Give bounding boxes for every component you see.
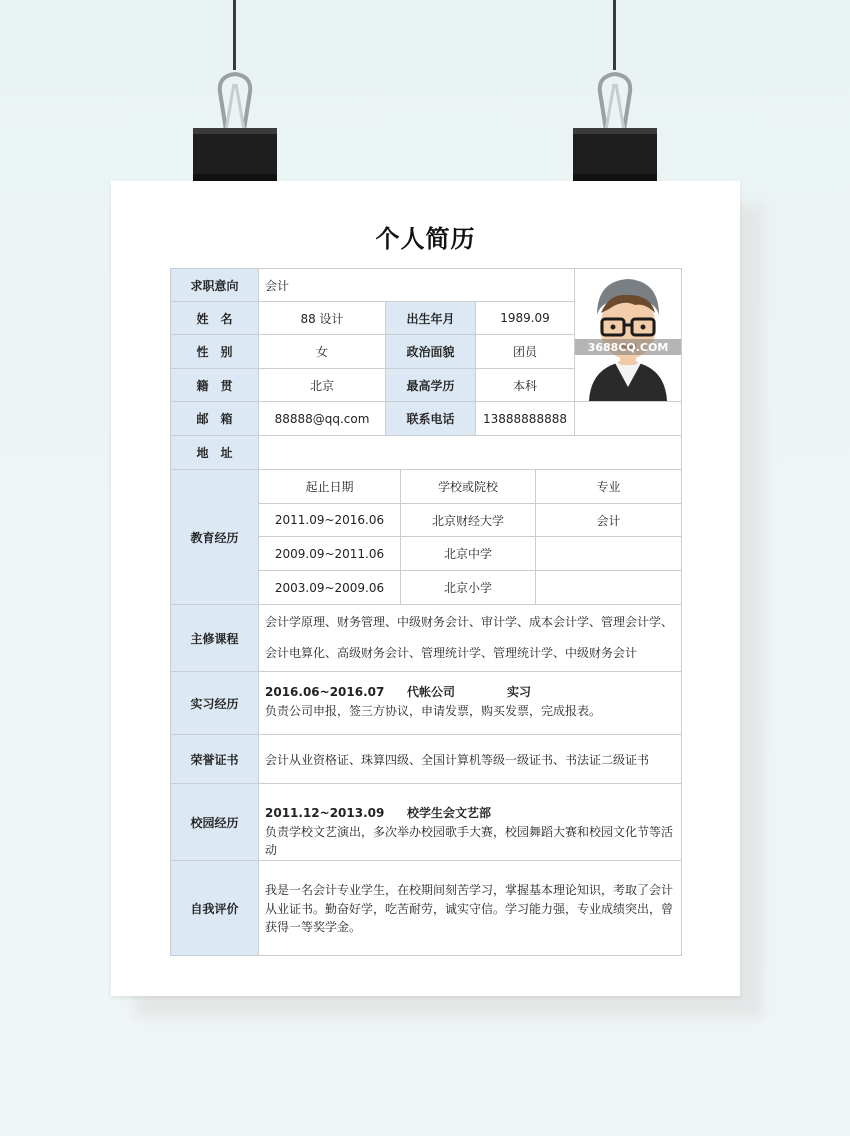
- label-phone: 联系电话: [385, 401, 476, 436]
- label-degree: 最高学历: [385, 368, 476, 402]
- campus-desc: 负责学校文艺演出，多次举办校园歌手大赛，校园舞蹈大赛和校园文化节等活动: [265, 824, 674, 858]
- edu-row-2-period: 2009.09~2011.06: [258, 536, 401, 571]
- photo-watermark: 3688CQ.COM: [587, 341, 669, 354]
- edu-header-period: 起止日期: [258, 469, 401, 504]
- edu-row-2-major: [535, 536, 682, 571]
- campus-header: [265, 804, 675, 823]
- value-address: [258, 435, 682, 470]
- label-name: 姓 名: [170, 301, 259, 335]
- value-email: 88888@qq.com: [258, 401, 386, 436]
- label-politics: 政治面貌: [385, 334, 476, 369]
- internship-company: 代帐公司: [407, 685, 456, 699]
- label-courses: 主修课程: [170, 604, 259, 672]
- resume-title: 个人简历: [375, 225, 476, 253]
- internship-header: [265, 683, 675, 702]
- binder-clip-left-icon: [190, 62, 280, 187]
- edu-row-1-major: 会计: [535, 503, 682, 537]
- blank-cell: [574, 401, 682, 436]
- value-honors: 会计从业资格证、珠算四级、全国计算机等级一级证书、书法证二级证书: [258, 734, 682, 784]
- edu-row-3-school: 北京小学: [400, 570, 536, 605]
- resume-sheet: [111, 181, 740, 996]
- binder-clip-right-icon: [570, 62, 660, 187]
- label-self-eval: 自我评价: [170, 860, 259, 956]
- hanging-wire-right: [613, 0, 616, 70]
- value-internship: [258, 671, 682, 735]
- label-campus: 校园经历: [170, 783, 259, 861]
- self-eval-text: 我是一名会计专业学生，在校期间刻苦学习，掌握基本理论知识，考取了会计从业证书。勤奋好学，吃苦耐劳，诚实守信。学习能力强，专业成绩突出，曾获得一等奖学金。: [265, 883, 674, 935]
- label-address: 地 址: [170, 435, 259, 470]
- value-campus: [258, 783, 682, 861]
- campus-period: 2011.12~2013.09: [265, 806, 385, 820]
- value-origin: 北京: [258, 368, 386, 402]
- value-job-intent: 会计: [258, 268, 575, 302]
- value-phone: 13888888888: [475, 401, 575, 436]
- label-email: 邮 箱: [170, 401, 259, 436]
- resume-table: [170, 268, 682, 956]
- value-politics: 团员: [475, 334, 575, 369]
- edu-row-1-school: 北京财经大学: [400, 503, 536, 537]
- label-origin: 籍 贯: [170, 368, 259, 402]
- edu-header-school: 学校或院校: [400, 469, 536, 504]
- label-internship: 实习经历: [170, 671, 259, 735]
- label-education: 教育经历: [170, 469, 259, 605]
- value-gender: 女: [258, 334, 386, 369]
- avatar: [575, 269, 681, 401]
- internship-desc: 负责公司申报，签三方协议，申请发票，购买发票，完成报表。: [265, 703, 602, 718]
- edu-row-2-school: 北京中学: [400, 536, 536, 571]
- edu-row-1-period: 2011.09~2016.06: [258, 503, 401, 537]
- edu-row-3-period: 2003.09~2009.06: [258, 570, 401, 605]
- label-birth: 出生年月: [385, 301, 476, 335]
- label-gender: 性 别: [170, 334, 259, 369]
- internship-period: 2016.06~2016.07: [265, 685, 385, 699]
- value-birth: 1989.09: [475, 301, 575, 335]
- label-honors: 荣誉证书: [170, 734, 259, 784]
- edu-header-major: 专业: [535, 469, 682, 504]
- value-self-eval: [258, 860, 682, 956]
- courses-text: 会计学原理、财务管理、中级财务会计、审计学、成本会计学、管理会计学、会计电算化、高级财务会计、管理统计学、管理统计学、中级财务会计: [265, 615, 674, 661]
- hanging-wire-left: [233, 0, 236, 70]
- value-courses: [258, 604, 682, 672]
- campus-org: 校学生会文艺部: [407, 806, 492, 820]
- value-name: 88 设计: [258, 301, 386, 335]
- edu-row-3-major: [535, 570, 682, 605]
- photo-frame: [574, 268, 682, 402]
- label-job-intent: 求职意向: [170, 268, 259, 302]
- internship-role: 实习: [507, 685, 532, 699]
- value-degree: 本科: [475, 368, 575, 402]
